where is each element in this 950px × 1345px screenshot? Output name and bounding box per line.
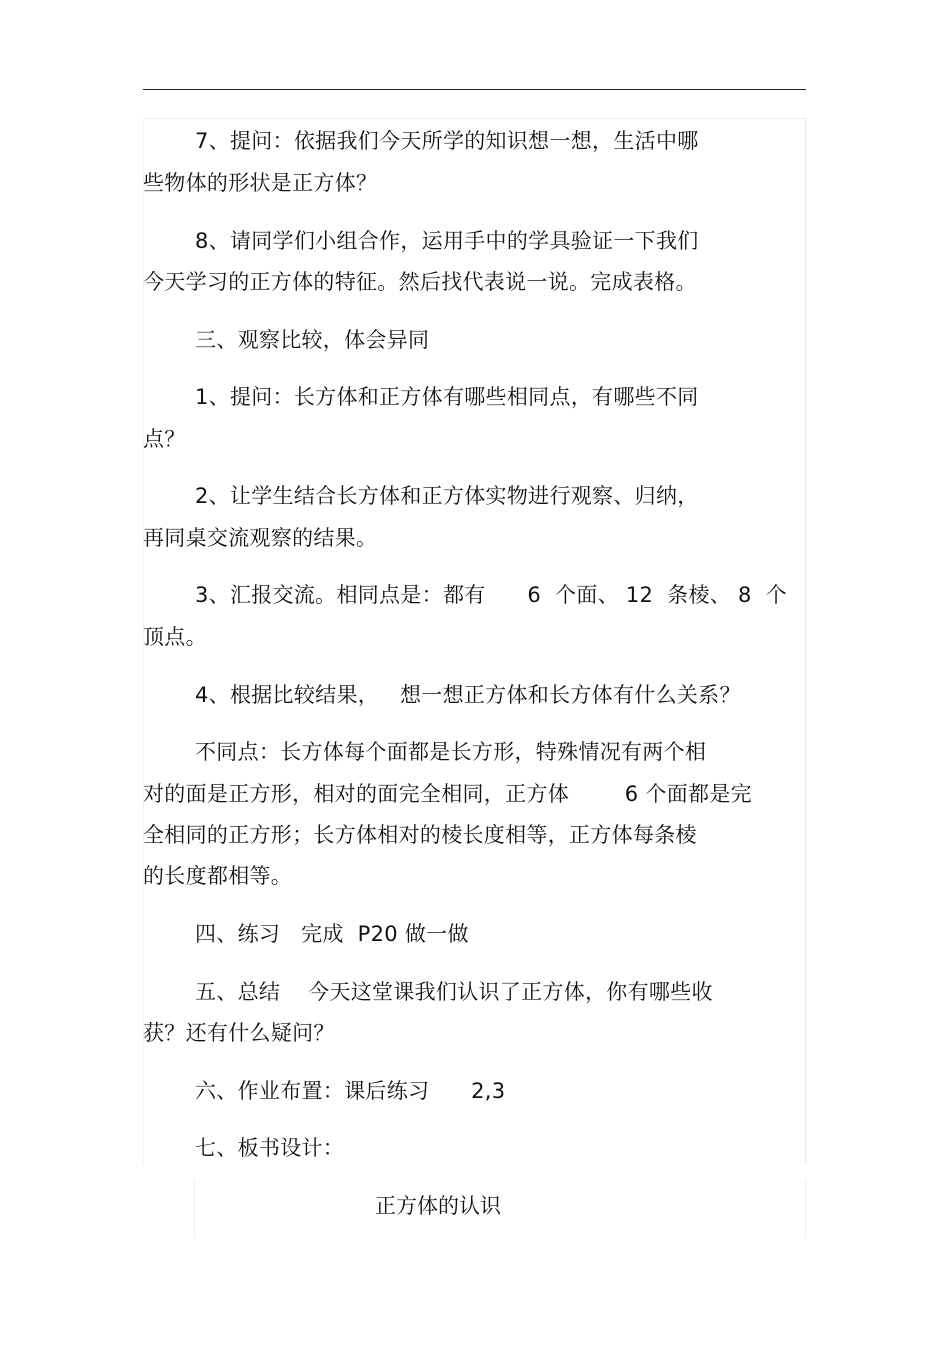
- text-line: 顶点。: [143, 625, 207, 649]
- text-line: 3、汇报交流。相同点是：都有 6 个面、 12 条棱、 8 个: [195, 583, 787, 607]
- section-heading: 五、总结 今天这堂课我们认识了正方体，你有哪些收: [195, 980, 713, 1004]
- text-line: 7、提问：依据我们今天所学的知识想一想，生活中哪: [195, 129, 699, 153]
- header-rule: [143, 89, 806, 90]
- text-line: 8、请同学们小组合作，运用手中的学具验证一下我们: [195, 229, 699, 253]
- text-line: 获？还有什么疑问？: [143, 1021, 335, 1045]
- section-heading: 七、板书设计：: [195, 1136, 345, 1160]
- section-heading: 三、观察比较，体会异同: [195, 328, 430, 352]
- text-line: 2、让学生结合长方体和正方体实物进行观察、归纳，: [195, 484, 699, 508]
- section-heading: 六、作业布置：课后练习 2,3: [195, 1079, 506, 1103]
- text-line: 些物体的形状是正方体？: [143, 171, 378, 195]
- text-line: 不同点：长方体每个面都是长方形，特殊情况有两个相: [195, 740, 707, 764]
- text-line: 点？: [143, 427, 186, 451]
- text-line: 的长度都相等。: [143, 864, 293, 888]
- text-line: 对的面是正方形，相对的面完全相同，正方体 6 个面都是完: [143, 782, 752, 806]
- text-line: 再同桌交流观察的结果。: [143, 526, 378, 550]
- text-line: 1、提问：长方体和正方体有哪些相同点，有哪些不同: [195, 385, 699, 409]
- text-line: 4、根据比较结果， 想一想正方体和长方体有什么关系？: [195, 683, 741, 707]
- text-line: 全相同的正方形；长方体相对的棱长度相等，正方体每条棱: [143, 823, 697, 847]
- text-line: 今天学习的正方体的特征。然后找代表说一说。完成表格。: [143, 270, 697, 294]
- board-title: 正方体的认识: [375, 1194, 501, 1218]
- section-heading: 四、练习 完成 P20 做一做: [195, 922, 469, 946]
